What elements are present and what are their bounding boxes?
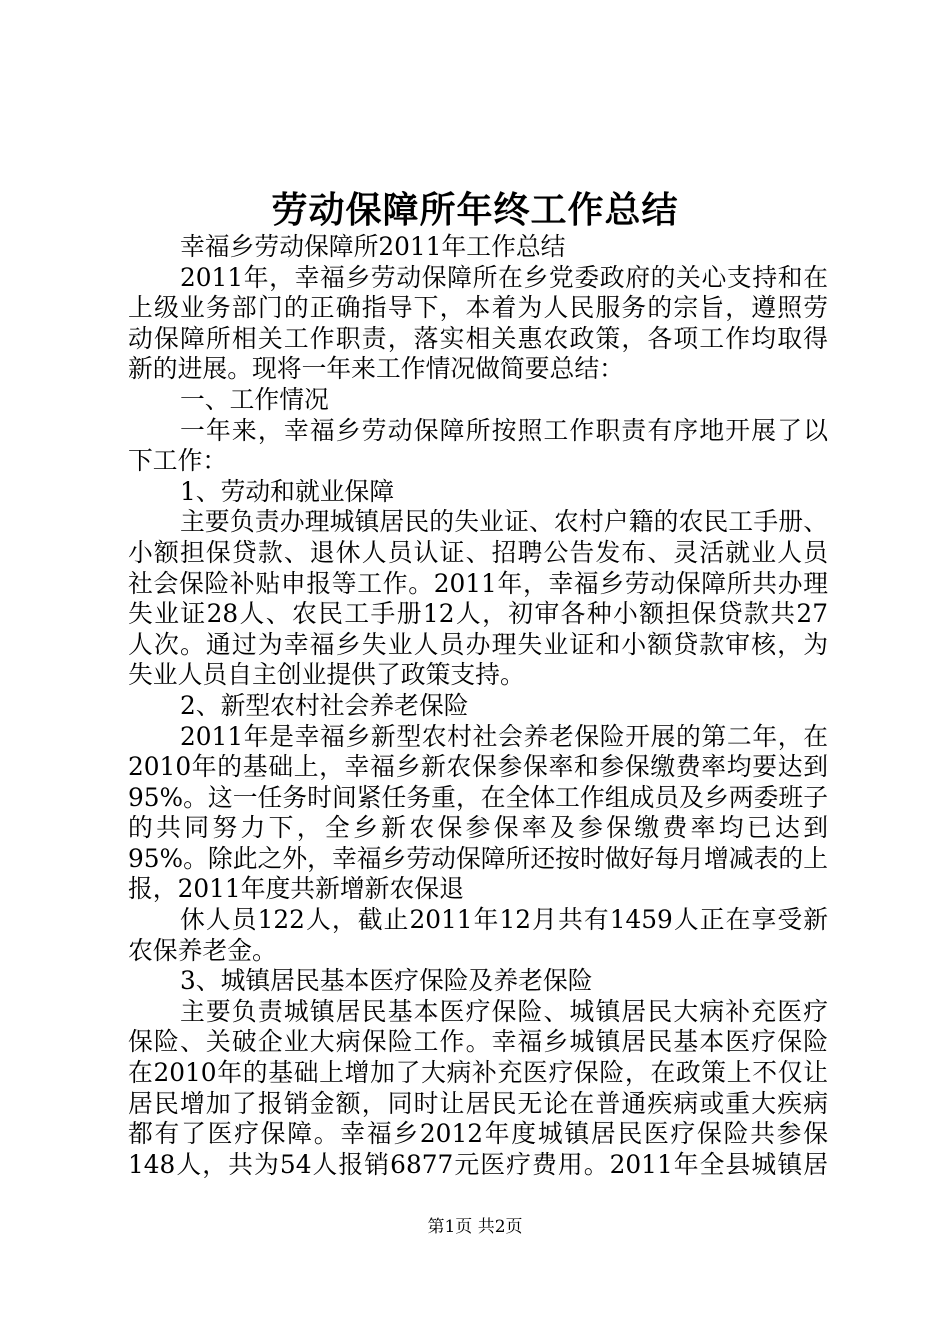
text-line: 一、工作情况 (180, 384, 329, 414)
text-line: 新的进展。现将一年来工作情况做简要总结： (128, 354, 624, 384)
text-line: 社会保险补贴申报等工作。2011年，幸福乡劳动保障所共办理 (128, 568, 828, 598)
text-line: 失业人员自主创业提供了政策支持。 (128, 660, 525, 690)
text-line: 失业证28人、农民工手册12人，初审各种小额担保贷款共27 (128, 599, 828, 629)
text-line: 幸福乡劳动保障所2011年工作总结 (180, 232, 566, 261)
text-line: 人次。通过为幸福乡失业人员办理失业证和小额贷款审核，为 (128, 629, 828, 659)
text-line: 在2010年的基础上增加了大病补充医疗保险，在政策上不仅让 (128, 1058, 828, 1088)
text-line: 95%。除此之外，幸福乡劳动保障所还按时做好每月增减表的上 (128, 843, 828, 873)
text-line: 2011年，幸福乡劳动保障所在乡党委政府的关心支持和在 (180, 262, 828, 292)
text-line: 一年来，幸福乡劳动保障所按照工作职责有序地开展了以 (180, 415, 828, 445)
text-line: 95%。这一任务时间紧任务重，在全体工作组成员及乡两委班子 (128, 782, 828, 812)
text-line: 小额担保贷款、退休人员认证、招聘公告发布、灵活就业人员 (128, 537, 828, 567)
text-line: 休人员122人，截止2011年12月共有1459人正在享受新 (180, 905, 828, 935)
text-line: 主要负责城镇居民基本医疗保险、城镇居民大病补充医疗 (180, 996, 828, 1026)
text-line: 2010年的基础上，幸福乡新农保参保率和参保缴费率均要达到 (128, 752, 828, 782)
text-line: 2、新型农村社会养老保险 (180, 690, 469, 720)
text-line: 保险、关破企业大病保险工作。幸福乡城镇居民基本医疗保险 (128, 1027, 828, 1057)
text-line: 报，2011年度共新增新农保退 (128, 874, 464, 904)
text-line: 动保障所相关工作职责，落实相关惠农政策，各项工作均取得 (128, 323, 828, 353)
text-line: 的共同努力下，全乡新农保参保率及参保缴费率均已达到 (128, 813, 828, 843)
text-line: 主要负责办理城镇居民的失业证、农村户籍的农民工手册、 (180, 507, 828, 537)
text-line: 上级业务部门的正确指导下，本着为人民服务的宗旨，遵照劳 (128, 293, 828, 323)
text-line: 农保养老金。 (128, 935, 277, 965)
text-line: 下工作： (128, 446, 228, 476)
text-line: 148人，共为54人报销6877元医疗费用。2011年全县城镇居 (128, 1149, 828, 1179)
document-body (128, 232, 828, 1180)
text-line: 2011年是幸福乡新型农村社会养老保险开展的第二年，在 (180, 721, 828, 751)
text-line: 3、城镇居民基本医疗保险及养老保险 (180, 966, 593, 996)
page-footer: 第1页 共2页 (427, 1217, 523, 1237)
text-line: 1、劳动和就业保障 (180, 476, 395, 506)
document-title: 劳动保障所年终工作总结 (271, 189, 679, 231)
text-line: 居民增加了报销金额，同时让居民无论在普通疾病或重大疾病 (128, 1088, 828, 1118)
text-line: 都有了医疗保障。幸福乡2012年度城镇居民医疗保险共参保 (128, 1119, 828, 1149)
